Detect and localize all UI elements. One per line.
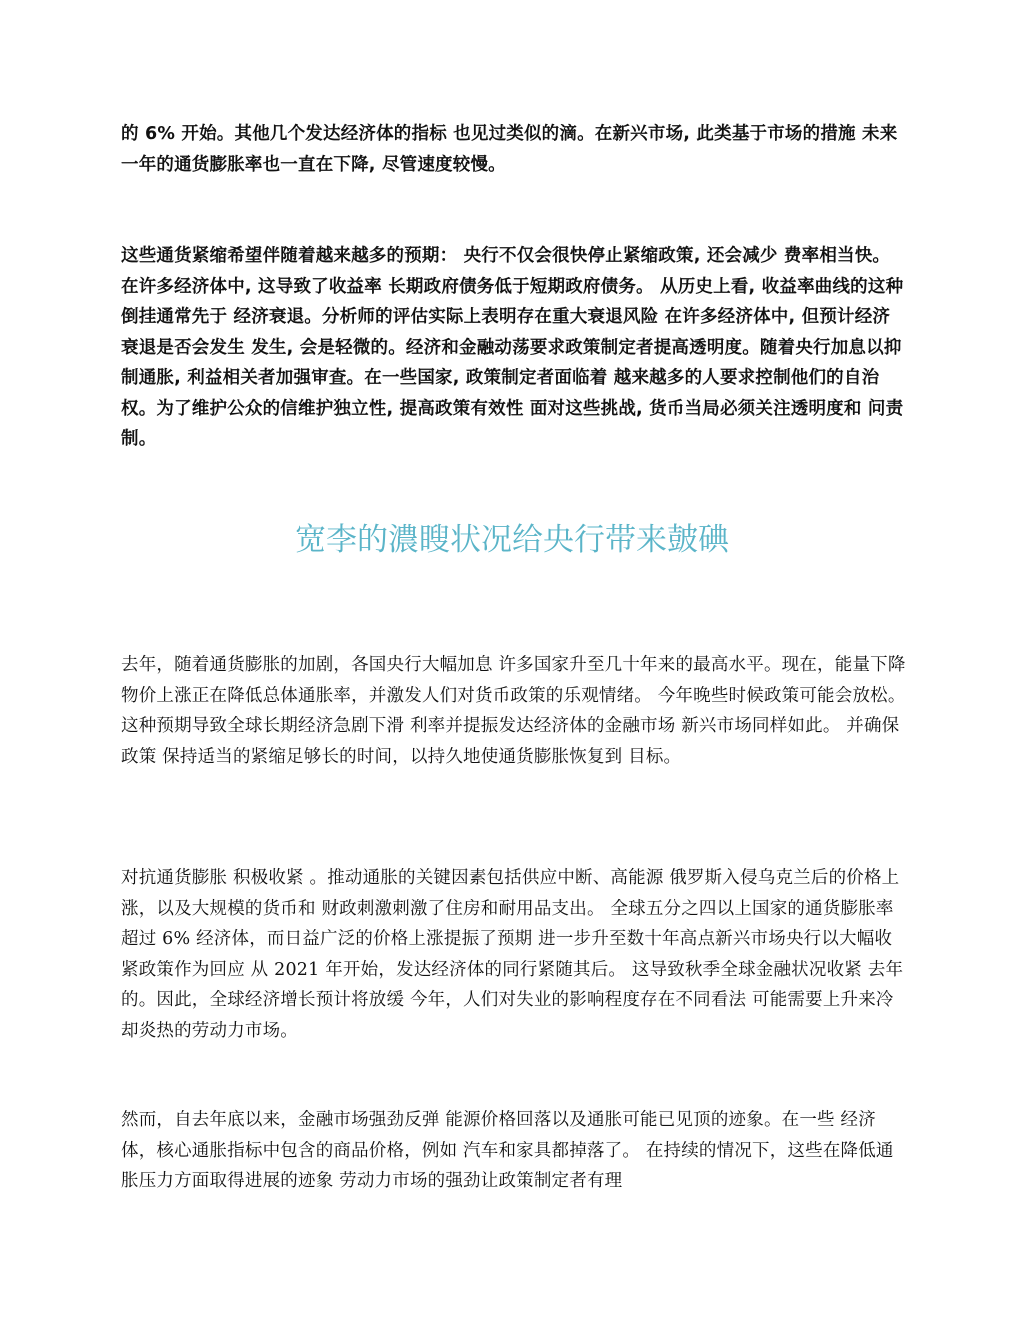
section-heading: 宽李的濃瞍状况给央行带来皷碘	[295, 522, 729, 558]
paragraph-market-measures: 的 6% 开始。其他几个发达经济体的指标 也见过类似的滴。在新兴市场, 此类基于市场的措施 未来一年的通货膨胀率也一直在下降, 尽管速度较慢。	[121, 124, 898, 175]
paragraph-deflation-expectations: 这些通货紧缩希望伴随着越来越多的预期： 央行不仅会很快停止紧缩政策, 还会减少 费率相当快。在许多经济体中, 这导致了收益率 长期政府债务低于短期政府债务。 从历史上看, 收益率曲线的这种倒挂通常先于 经济衰退。分析师的评估实际上表明存在重大衰退风险 在许多经济体中, 但预计经济衰退是否会发生 发生, 会是轻微的。经济和金融动荡要求政策制定者提高透明度。随着央行加息以抑制通胀, 利益相关者加强审查。在一些国家, 政策制定者面临着 越来越多的人要求控制他们的自治权。为了维护公众的信维护独立性, 提高政策有效性 面对这些挑战, 货币当局必须关注透明度和 问责制。	[121, 246, 904, 449]
paragraph-fight-inflation: 对抗通货膨胀 积极收紧 。推动通胀的关键因素包括供应中断、高能源 俄罗斯入侵乌克兰后的价格上涨，以及大规模的货币和 财政刺激刺激了住房和耐用品支出。 全球五分之四以上国家的通货膨胀率超过 6% 经济体，而日益广泛的价格上涨提振了预期 进一步升至数十年高点新兴市场央行以大幅收紧政策作为回应 从 2021 年开始，发达经济体的同行紧随其后。 这导致秋季全球金融状况收紧 去年的。因此，全球经济增长预计将放缓 今年，人们对失业的影响程度存在不同看法 可能需要上升来冷却炎热的劳动力市场。	[121, 868, 904, 1041]
paragraph-rate-hikes: 去年，随着通货膨胀的加剧，各国央行大幅加息 许多国家升至几十年来的最高水平。现在，能量下降 物价上涨正在降低总体通胀率，并激发人们对货币政策的乐观情绪。 今年晚些时候政策可能会放松。 这种预期导致全球长期经济急剧下滑 利率并提振发达经济体的金融市场 新兴市场同样如此。 并确保政策 保持适当的紧缩足够长的时间，以持久地使通货膨胀恢复到 目标。	[121, 655, 912, 767]
paragraph-market-rebound: 然而，自去年底以来，金融市场强劲反弹 能源价格回落以及通胀可能已见顶的迹象。在一些 经济体，核心通胀指标中包含的商品价格，例如 汽车和家具都掉落了。 在持续的情况下，这些在降低通胀压力方面取得进展的迹象 劳动力市场的强劲让政策制定者有理	[121, 1110, 894, 1191]
